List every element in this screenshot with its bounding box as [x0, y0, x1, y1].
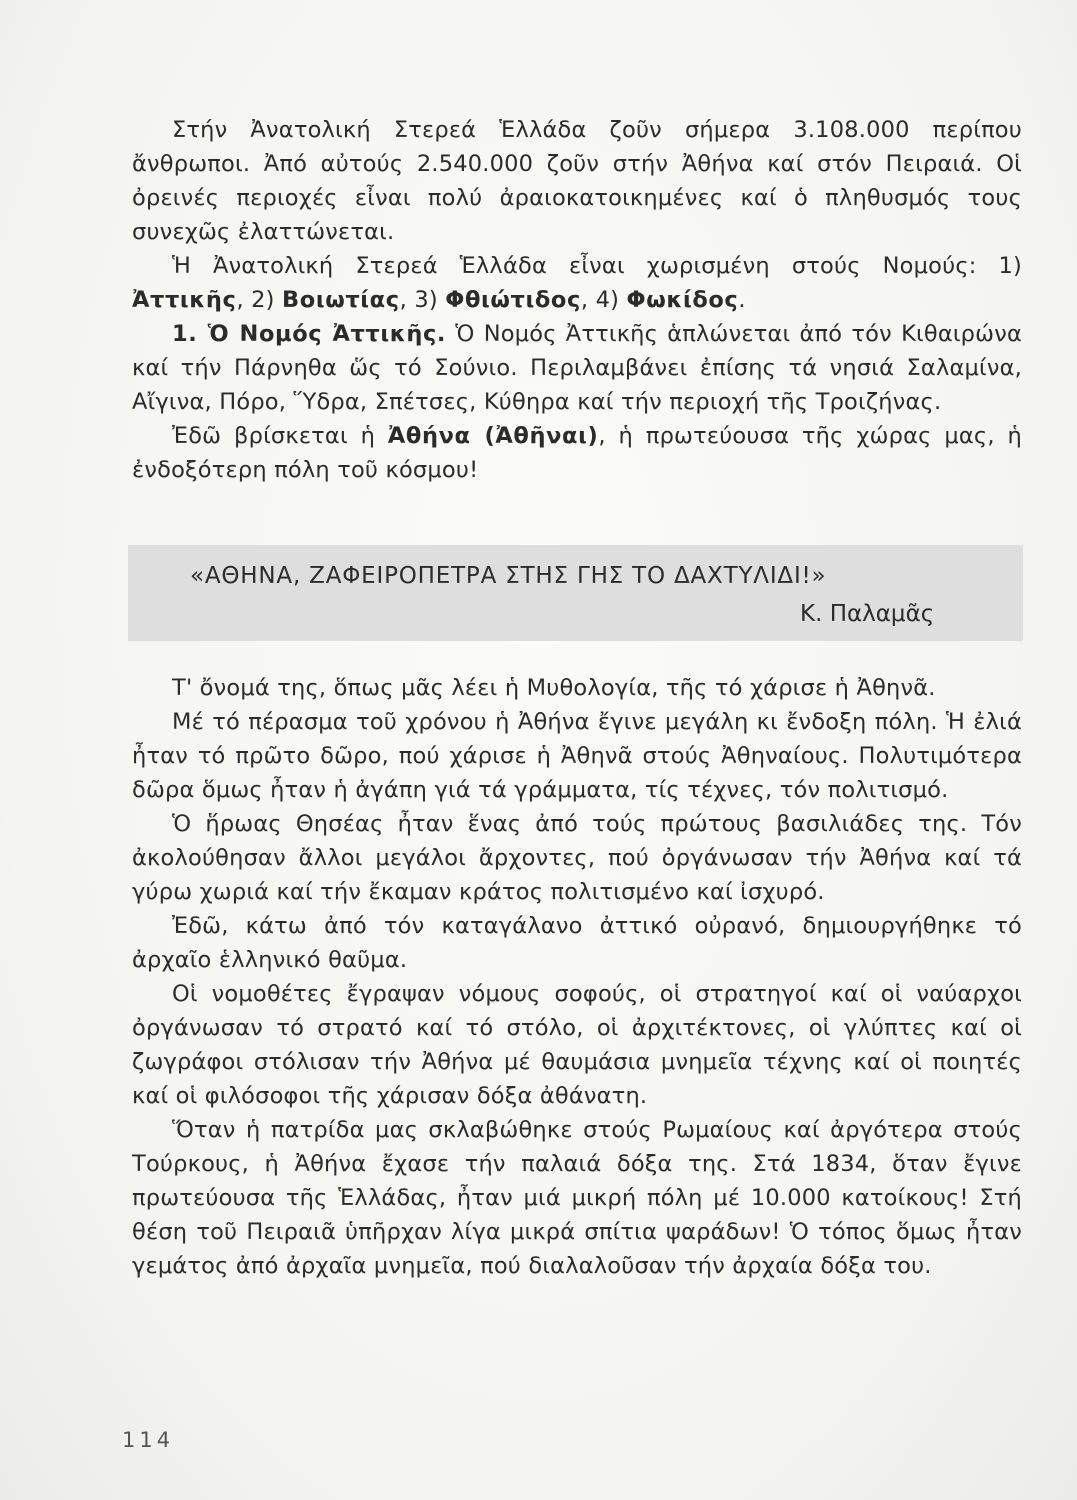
- intro-section: [132, 113, 1022, 487]
- athens-name: Ἀθήνα (Ἀθῆναι): [387, 423, 599, 449]
- separator: , 4): [580, 287, 627, 313]
- quote-author: Κ. Παλαμᾶς: [800, 601, 935, 627]
- history-paragraph-6: Ὅταν ἡ πατρίδα μας σκλαβώθηκε στούς Ρωμαίους καί ἀργότερα στούς Τούρκους, ἡ Ἀθήνα ἔχασε τήν παλαιά δόξα της. Στά 1834, ὅταν ἔγινε πρωτεύουσα τῆς Ἑλλάδας, ἦταν μιά μικρή πόλη μέ 10.000 κατοίκους! Στή θέση τοῦ Πειραιᾶ ὑπῆρχαν λίγα μικρά σπίτια ψαράδων! Ὁ τόπος ὅμως ἦταν γεμάτος ἀπό ἀρχαῖα μνημεῖα, πού διαλαλοῦσαν τήν ἀρχαία δόξα του.: [132, 1117, 1022, 1279]
- history-paragraph-1: Τ' ὄνομά της, ὅπως μᾶς λέει ἡ Μυθολογία, τῆς τό χάρισε ἡ Ἀθηνᾶ.: [172, 675, 936, 701]
- history-paragraph-4: Ἐδῶ, κάτω ἀπό τόν καταγάλανο ἀττικό οὐρανό, δημιουργήθηκε τό ἀρχαῖο ἑλληνικό θαῦμα.: [132, 913, 1022, 973]
- prefecture-attica: Ἀττικῆς: [132, 287, 237, 313]
- separator: .: [738, 287, 746, 313]
- intro-paragraph-prefectures: [132, 249, 1022, 317]
- athens-description: , ἡ πρωτεύουσα τῆς χώρας μας, ἡ ἐνδοξότερη πόλη τοῦ κόσμου!: [132, 423, 1022, 483]
- intro-paragraph-attica: [132, 317, 1022, 419]
- quote-text: «ΑΘΗΝΑ, ΖΑΦΕΙΡΟΠΕΤΡΑ ΣΤΗΣ ΓΗΣ ΤΟ ΔΑΧΤΥΛΙΔΙ!»: [190, 563, 827, 589]
- history-paragraph-2: Μέ τό πέρασμα τοῦ χρόνου ἡ Ἀθήνα ἔγινε μεγάλη κι ἔνδοξη πόλη. Ἡ ἐλιά ἦταν τό πρῶτο δῶρο, πού χάρισε ἡ Ἀθηνᾶ στούς Ἀθηναίους. Πολυτιμότερα δῶρα ὅμως ἦταν ἡ ἀγάπη γιά τά γράμματα, τίς τέχνες, τόν πολιτισμό.: [132, 709, 1022, 803]
- athens-history-section: [132, 671, 1022, 1283]
- section-heading-attica: 1. Ὁ Νομός Ἀττικῆς.: [172, 321, 447, 347]
- page-number: 114: [122, 1428, 175, 1452]
- prefecture-phocis: Φωκίδος: [626, 287, 739, 313]
- separator: , 3): [399, 287, 446, 313]
- intro-paragraph-athens: [132, 419, 1022, 487]
- separator: , 2): [236, 287, 283, 313]
- intro-paragraph-population: Στήν Ἀνατολική Στερεά Ἑλλάδα ζοῦν σήμερα 3.108.000 περίπου ἄνθρωποι. Ἀπό αὐτούς 2.540.000 ζοῦν στήν Ἀθήνα καί στόν Πειραιά. Οἱ ὀρεινές περιοχές εἶναι πολύ ἀραιοκατοικημένες καί ὁ πληθυσμός τους συνεχῶς ἐλαττώνεται.: [132, 117, 1022, 245]
- athens-lead: Ἐδῶ βρίσκεται ἡ: [172, 423, 388, 449]
- prefectures-lead: Ἡ Ἀνατολική Στερεά Ἑλλάδα εἶναι χωρισμένη στούς Νομούς: 1): [172, 253, 1022, 279]
- history-paragraph-5: Οἱ νομοθέτες ἔγραψαν νόμους σοφούς, οἱ στρατηγοί καί οἱ ναύαρχοι ὀργάνωσαν τό στρατό καί τό στόλο, οἱ ἀρχιτέκτονες, οἱ γλύπτες καί οἱ ζωγράφοι στόλισαν τήν Ἀθήνα μέ θαυμάσια μνημεῖα τέχνης καί οἱ ποιητές καί οἱ φιλόσοφοι τῆς χάρισαν δόξα ἀθάνατη.: [132, 981, 1022, 1109]
- attica-description: Ὁ Νομός Ἀττικῆς ἁπλώνεται ἀπό τόν Κιθαιρώνα καί τήν Πάρνηθα ὥς τό Σούνιο. Περιλαμβάνει ἐπίσης τά νησιά Σαλαμίνα, Αἴγινα, Πόρο, Ὕδρα, Σπέτσες, Κύθηρα καί τήν περιοχή τῆς Τροιζήνας.: [132, 321, 1022, 415]
- history-paragraph-3: Ὁ ἥρωας Θησέας ἦταν ἕνας ἀπό τούς πρώτους βασιλιάδες της. Τόν ἀκολούθησαν ἄλλοι μεγάλοι ἄρχοντες, πού ὀργάνωσαν τήν Ἀθήνα καί τά γύρω χωριά καί τήν ἔκαμαν κράτος πολιτισμένο καί ἰσχυρό.: [132, 811, 1022, 905]
- prefecture-boeotia: Βοιωτίας: [282, 287, 400, 313]
- prefecture-phthiotis: Φθιώτιδος: [445, 287, 581, 313]
